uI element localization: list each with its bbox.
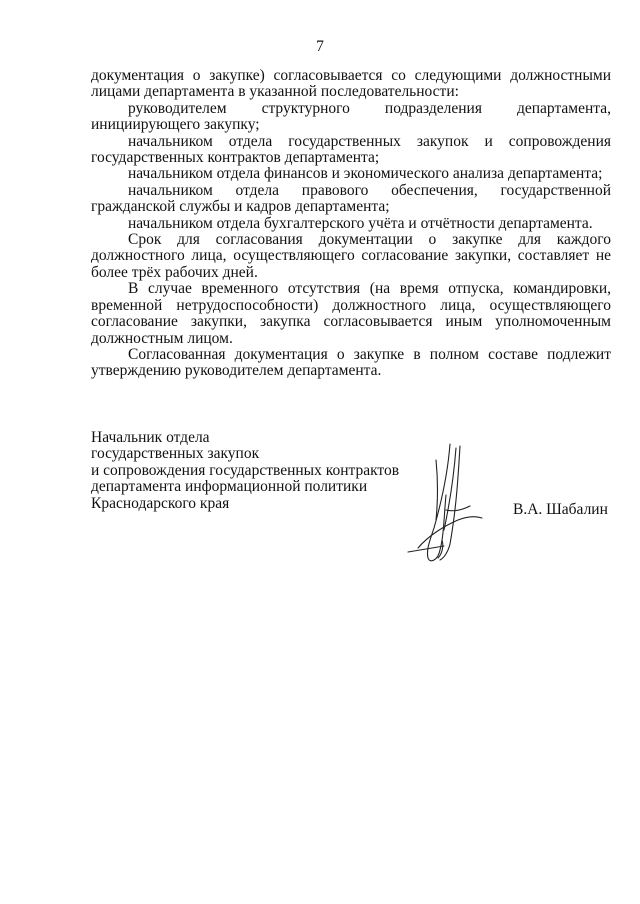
approver-item: начальником отдела финансов и экономического анализа департамента; <box>128 165 603 183</box>
signatory-title-line: Начальник отдела <box>91 429 210 446</box>
approver-item: начальником отдела государственных закупок и сопровождения государственных контрактов департамента; <box>91 132 611 167</box>
signatory-title-line: Краснодарского края <box>91 494 230 512</box>
handwritten-signature <box>398 440 498 570</box>
page-number: 7 <box>316 38 324 55</box>
signatory-name: В.А. Шабалин <box>513 501 608 518</box>
paragraph-deadline: Срок для согласования документации о закупке для каждого должностного лица, осуществляющего согласование закупки, составляет не более трёх рабочих дней. <box>91 231 611 281</box>
approver-item: начальником отдела правового обеспечения, государственной гражданской службы и кадров департамента; <box>91 181 611 216</box>
document-body <box>91 68 611 380</box>
signatory-title-line: и сопровождения государственных контрактов <box>91 461 400 479</box>
paragraph-continuation: документация о закупке) согласовывается со следующими должностными лицами департамента в указанной последовательности: <box>91 67 611 101</box>
signatory-title <box>91 430 421 512</box>
approver-item: начальником отдела бухгалтерского учёта и отчётности департамента. <box>128 214 593 232</box>
signatory-title-line: государственных закупок <box>91 445 260 463</box>
signatory-title-line: департамента информационной политики <box>91 478 368 496</box>
paragraph-approval: Согласованная документация о закупке в полном составе подлежит утверждению руководителем департамента. <box>91 345 611 380</box>
approver-item: руководителем структурного подразделения департамента, инициирующего закупку; <box>91 99 611 134</box>
paragraph-absence: В случае временного отсутствия (на время отпуска, командировки, временной нетрудоспособности) должностного лица, осуществляющего согласование закупки, закупка согласовывается иным уполномоченным должностным лицом. <box>91 280 611 347</box>
